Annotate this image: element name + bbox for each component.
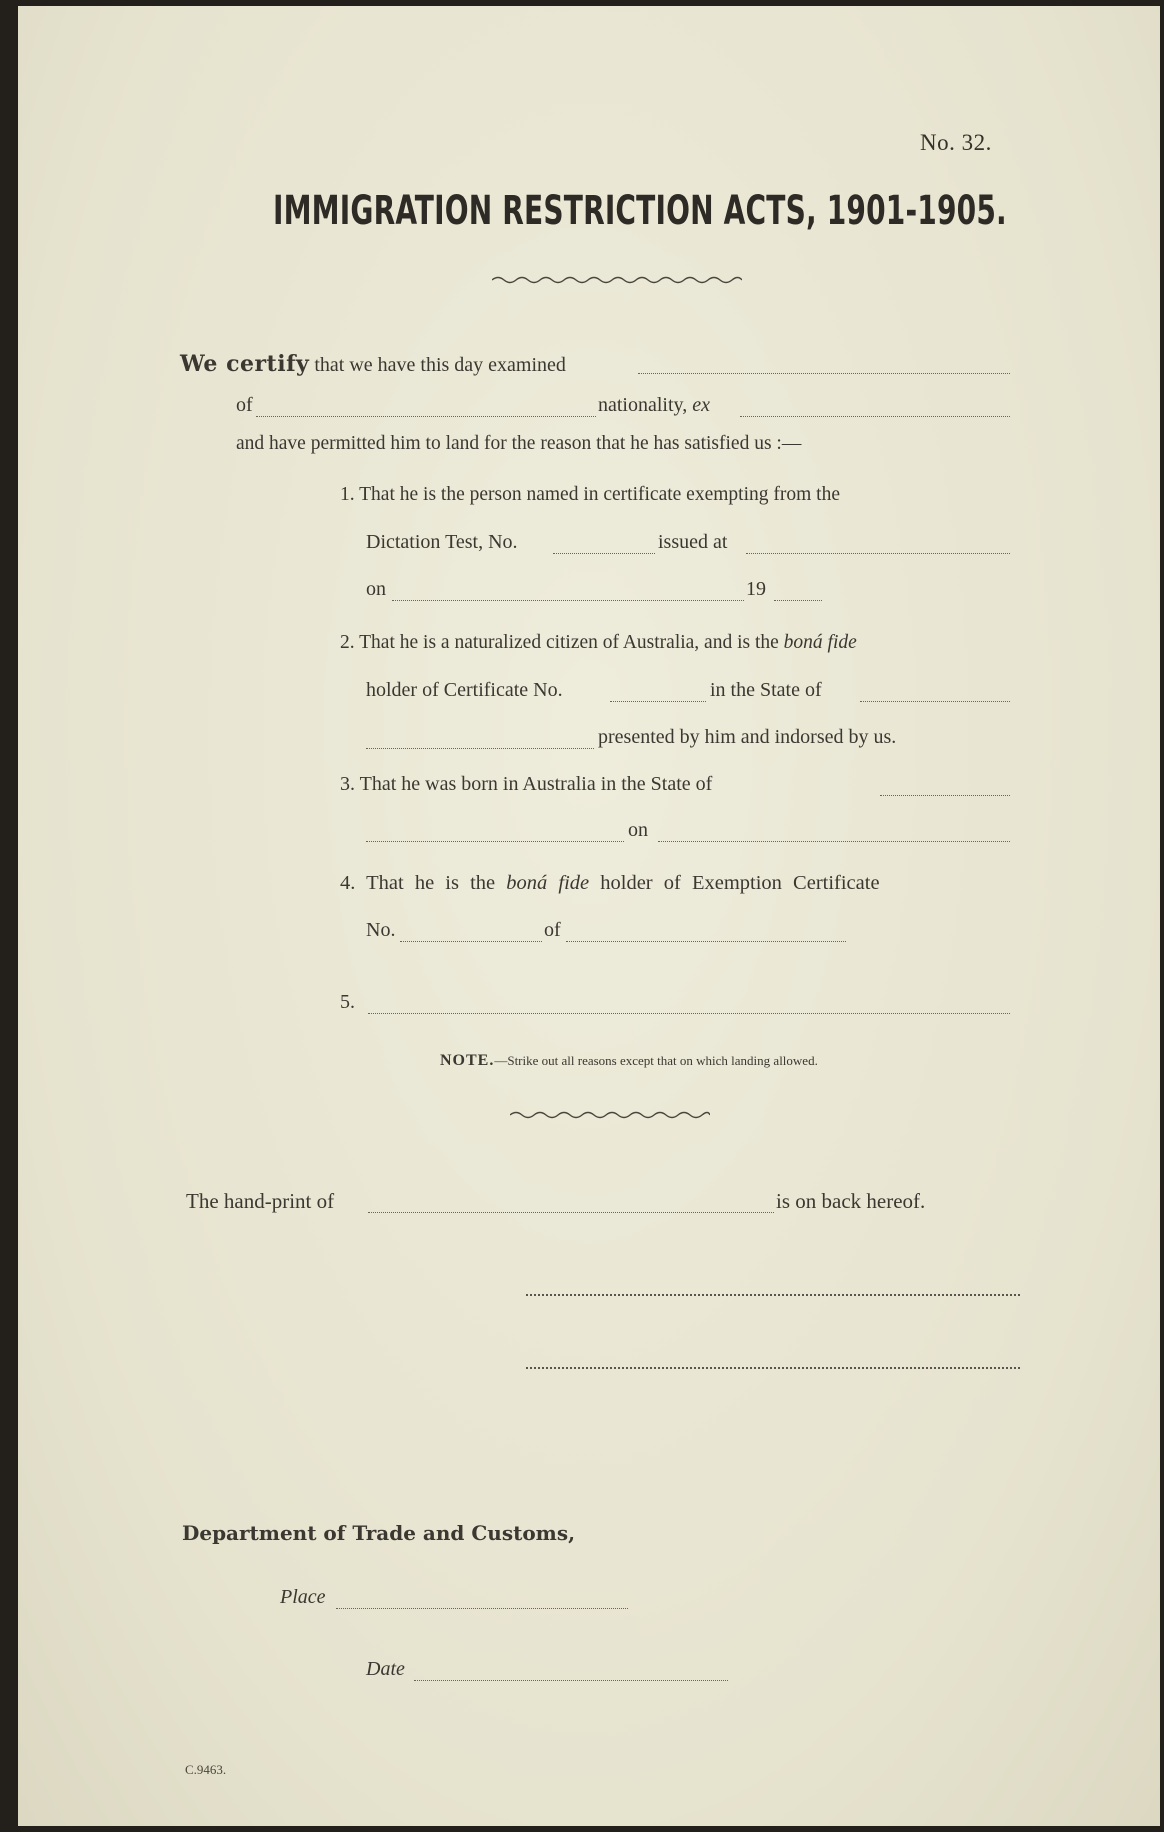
certify-text: that we have this day examined (314, 354, 566, 376)
dictation-test-number-field[interactable] (553, 552, 655, 554)
state-of-label: in the State of (710, 679, 822, 701)
exemption-number-field[interactable] (400, 940, 542, 942)
certify-line (180, 351, 566, 377)
certificate-number-field[interactable] (610, 700, 706, 702)
note-label: NOTE. (440, 1052, 495, 1069)
reason-2-line-1: 2. That he is a naturalized citizen of Australia, and is the boná fide (340, 632, 857, 653)
handprint-prefix: The hand-print of (186, 1189, 335, 1213)
reason-5-label: 5. (340, 991, 355, 1013)
nationality-label: nationality, ex (598, 394, 711, 416)
year-prefix: 19 (746, 578, 766, 600)
born-on-label: on (628, 819, 648, 841)
certificate-number-label: holder of Certificate No. (366, 679, 563, 701)
place-field[interactable] (336, 1607, 628, 1609)
reason-1-line-1: 1. That he is the person named in certificate exempting from the (340, 484, 840, 505)
reason-4-line-1: 4. That he is the boná fide holder of Exemption Certificate (340, 872, 880, 894)
title-ornament (492, 272, 742, 288)
ex-ship-field[interactable] (740, 415, 1010, 417)
department-name: Department of Trade and Customs, (182, 1521, 576, 1545)
document-page (18, 6, 1160, 1826)
examined-name-field[interactable] (638, 372, 1010, 374)
handprint-name-field[interactable] (368, 1211, 774, 1213)
exemption-number-label: No. (366, 919, 396, 941)
exemption-of-field[interactable] (566, 940, 846, 942)
dictation-test-label: Dictation Test, No. (366, 531, 518, 553)
signature-line-2[interactable] (526, 1365, 1020, 1369)
presented-label: presented by him and indorsed by us. (598, 726, 897, 748)
signature-line-1[interactable] (526, 1292, 1020, 1296)
section-ornament (510, 1108, 710, 1122)
birth-state-field[interactable] (880, 794, 1010, 796)
reason-3-line-1: 3. That he was born in Australia in the State of (340, 773, 713, 795)
we-certify-heading: We certify (180, 351, 310, 377)
birth-place-field[interactable] (366, 840, 624, 842)
note (440, 1052, 818, 1070)
form-code: C.9463. (185, 1762, 227, 1777)
date-label: Date (366, 1658, 405, 1680)
note-text: —Strike out all reasons except that on which landing allowed. (494, 1053, 818, 1068)
exemption-of-label: of (544, 919, 561, 941)
of-field[interactable] (256, 415, 596, 417)
date-field[interactable] (414, 1679, 728, 1681)
place-label: Place (280, 1586, 326, 1608)
issued-at-label: issued at (658, 531, 728, 553)
birth-date-field[interactable] (658, 840, 1010, 842)
form-number: No. 32. (920, 130, 992, 155)
permitted-line: and have permitted him to land for the reason that he has satisfied us :— (236, 433, 802, 454)
reason-5-field[interactable] (368, 1012, 1010, 1014)
on-label: on (366, 578, 386, 600)
document-title: IMMIGRATION RESTRICTION ACTS, 1901-1905. (273, 188, 1007, 234)
state-field[interactable] (860, 700, 1010, 702)
presented-field[interactable] (366, 747, 594, 749)
year-field[interactable] (774, 599, 822, 601)
issue-date-field[interactable] (392, 599, 744, 601)
issued-at-field[interactable] (746, 552, 1010, 554)
handprint-suffix: is on back hereof. (776, 1189, 926, 1213)
of-label: of (236, 394, 253, 416)
